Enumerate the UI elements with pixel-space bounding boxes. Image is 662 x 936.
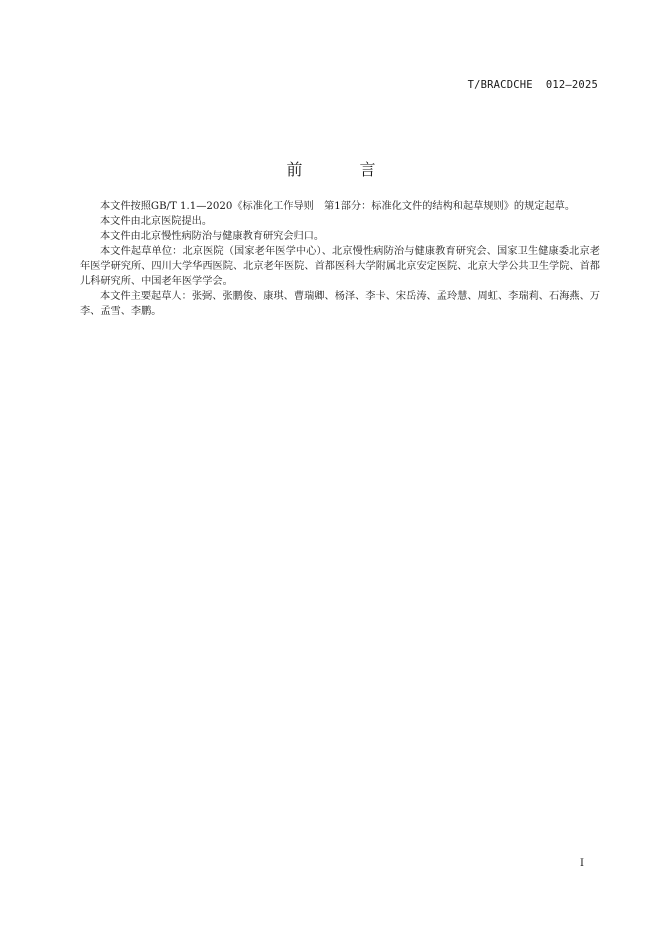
paragraph-proposer: 本文件由北京医院提出。 — [100, 216, 213, 227]
document-code: T/BRACDCHE 012—2025 — [467, 79, 598, 91]
paragraph-centralized-management: 本文件由北京慢性病防治与健康教育研究会归口。 — [100, 231, 325, 242]
paragraph-main-drafters: 本文件主要起草人：张弼、张鹏俊、康琪、曹瑞卿、杨泽、李卡、宋岳涛、孟玲慧、周虹、李瑞莉、石海燕、万李、孟雪、李鹏。 — [80, 291, 600, 317]
paragraph-drafting-basis: 本文件按照GB/T 1.1—2020《标准化工作导则 第1部分：标准化文件的结构和起草规则》的规定起草。 — [100, 201, 576, 212]
paragraph-drafting-organizations: 本文件起草单位：北京医院（国家老年医学中心）、北京慢性病防治与健康教育研究会、国家卫生健康委北京老年医学研究所、四川大学华西医院、北京老年医院、首都医科大学附属北京安定医院、北京大学公共卫生学院、首都儿科研究所、中国老年医学学会。 — [80, 246, 600, 287]
foreword-body — [80, 199, 600, 319]
page-title: 前 言 — [286, 160, 402, 179]
page-number: I — [580, 858, 584, 869]
